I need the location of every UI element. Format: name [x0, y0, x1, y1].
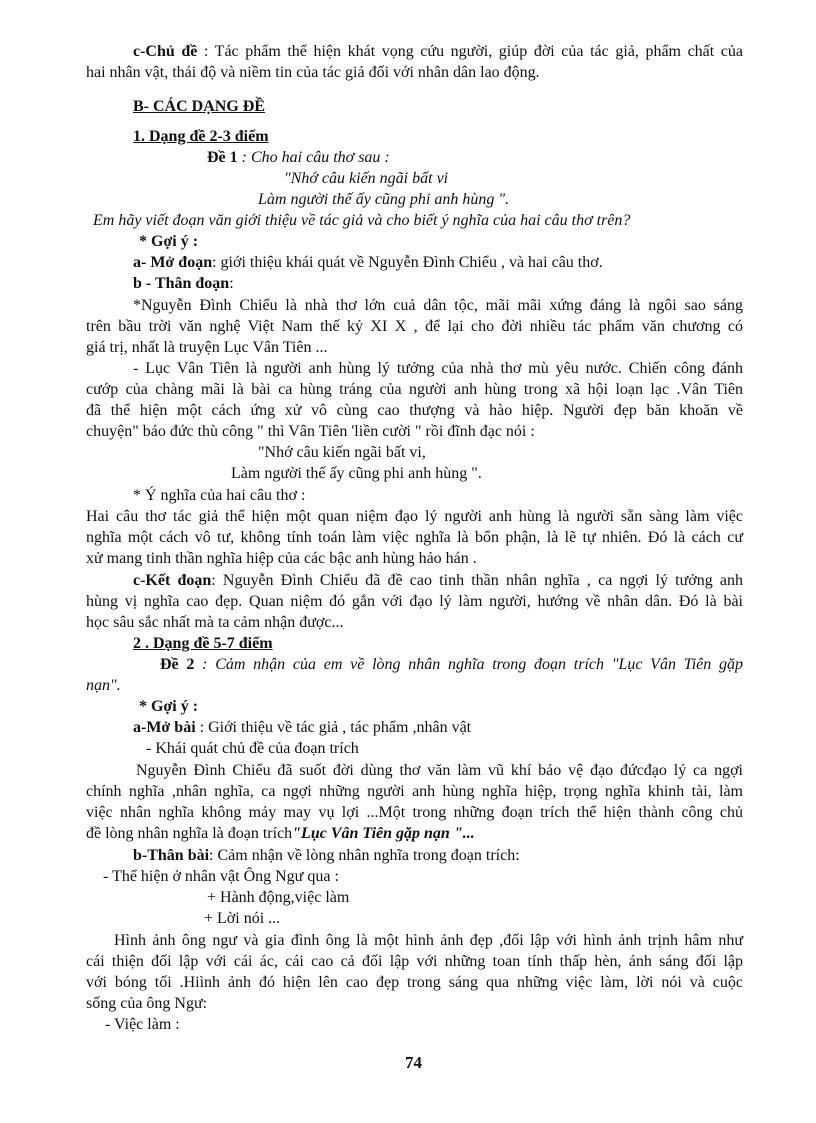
- p2-line-1: - Lục Vân Tiên là người anh hùng lý tưởng của nhà thơ mù yêu nước. Chiến công đánh: [133, 360, 743, 377]
- p5-line-1: Hình ảnh ông ngư và gia đình ông là một hình ảnh đẹp ,đối lập với hình ảnh trịnh hâm như: [114, 932, 743, 949]
- chu-de-text: : Tác phẩm thể hiện khát vọng cứu người, giúp đời của tác giả, phẩm chất của: [197, 43, 743, 60]
- p4-line-1: Nguyễn Đình Chiểu đã suốt đời dùng thơ văn làm vũ khí bảo vệ đạo đứcđạo lý ca ngợi: [136, 762, 743, 779]
- than-bai-line: [133, 845, 520, 866]
- goi-y-2: * Gợi ý :: [139, 698, 199, 715]
- than-doan-label: b - Thân đoạn: [133, 275, 230, 292]
- the-hien-line: - Thể hiện ở nhân vật Ông Ngư qua :: [103, 868, 339, 885]
- p2-line-2: cướp của chàng mãi là bài ca hùng tráng của người anh hùng trong xã hội loạn lạc .Vân Tiên: [86, 381, 743, 398]
- ket-doan-line-2: hùng vị nghĩa cao đẹp. Quan niệm đó gắn với đạo lý làm người, hướng về nhân dân. Đó là bài: [86, 593, 743, 610]
- p5-line-2: cái thiện đối lập với cái ác, cái cao cả đối lập với những toan tính thấp hèn, ánh sáng đối lập: [86, 953, 743, 970]
- de1-poem-line-1: "Nhớ câu kiến ngãi bất vi: [284, 170, 449, 187]
- p4-line-3: việc nhân nghĩa không mảy may vụ lợi ...Một trong những đoạn trích thể hiện thành công chủ: [86, 804, 743, 821]
- de2-line-2: nạn".: [86, 677, 121, 694]
- part2-heading: 2 . Dạng đề 5-7 điểm: [133, 635, 273, 652]
- mo-doan-label: a- Mở đoạn: [133, 254, 213, 271]
- ket-doan-text: : Nguyễn Đình Chiểu đã đề cao tinh thần nhân nghĩa , ca ngợi lý tưởng anh: [211, 572, 744, 589]
- chu-de-line-2: hai nhân vật, thái độ và niềm tin của tác giả đối với nhân dân lao động.: [86, 64, 540, 81]
- y-nghia-heading: * Ý nghĩa của hai câu thơ :: [133, 487, 306, 504]
- ket-doan-line-1: [133, 570, 743, 591]
- chu-de-label: c-Chủ đề: [133, 43, 198, 60]
- p2-line-3: đã thể hiện một cách ứng xử vô cùng cao thượng và hào hiệp. Người đẹp băn khoăn về: [86, 402, 743, 419]
- than-doan-colon: :: [229, 275, 234, 292]
- p3-line-2: nghĩa một cách vô tư, không tính toán làm việc nghĩa là bổn phận, là lẽ tự nhiên. Đó là cách cư: [86, 529, 743, 546]
- part1-heading: 1. Dạng đề 2-3 điểm: [133, 128, 269, 145]
- p1-line-3: giá trị, nhất là truyện Lục Vân Tiên ...: [86, 339, 328, 356]
- mo-bai-label: a-Mở bài: [133, 719, 196, 736]
- p2-line-4: chuyện" báo đức thù công " thì Vân Tiên 'liền cười " rồi đĩnh đạc nói :: [86, 423, 535, 440]
- de2-text: : Cảm nhận của em về lòng nhân nghĩa trong đoạn trích "Lục Vân Tiên gặp: [194, 656, 744, 673]
- p4-line-4-title: "Lục Vân Tiên gặp nạn "...: [292, 825, 475, 842]
- de1-question: Em hãy viết đoạn văn giới thiệu về tác giả và cho biết ý nghĩa của hai câu thơ trên?: [93, 212, 631, 229]
- mo-bai-text: : Giới thiệu về tác giả , tác phẩm ,nhân vật: [195, 719, 472, 736]
- p1-line-1: *Nguyễn Đình Chiểu là nhà thơ lớn cuả dân tộc, mãi mãi xứng đáng là ngôi sao sáng: [133, 297, 743, 314]
- de1-text: : Cho hai câu thơ sau :: [237, 149, 390, 166]
- p3-line-3: xử mang tinh thần nghĩa hiệp của các bậc anh hùng hảo hán .: [86, 550, 477, 567]
- than-bai-text: : Cảm nhận về lòng nhân nghĩa trong đoạn trích:: [209, 847, 520, 864]
- p1-line-2: trên bầu trời văn nghệ Việt Nam thế kỷ XI X , để lại cho đời nhiều tác phẩm văn chương có: [86, 318, 743, 335]
- mo-bai-line: [133, 717, 471, 738]
- goi-y-1: * Gợi ý :: [139, 233, 199, 250]
- mo-bai-sub: - Khái quát chủ đề của đoạn trích: [146, 740, 359, 757]
- section-b-heading: B- CÁC DẠNG ĐỀ: [133, 98, 265, 115]
- ket-doan-label: c-Kết đoạn: [133, 572, 212, 589]
- p4-line-4-text: đề lòng nhân nghĩa là đoạn trích: [86, 825, 293, 842]
- p3-line-1: Hai câu thơ tác giả thể hiện một quan niệm đạo lý người anh hùng là người sẵn sàng làm việc: [86, 508, 743, 525]
- p5-line-3: với bóng tối .Hiình ảnh đó hiện lên cao đẹp trong sáng qua những việc làm, lời nói và cuộc: [86, 974, 743, 991]
- quote-line-1: "Nhớ câu kiến ngãi bất vi,: [258, 444, 426, 461]
- mo-doan-line: [133, 252, 603, 273]
- mo-doan-text: : giới thiệu khái quát về Nguyễn Đình Chiểu , và hai câu thơ.: [212, 254, 603, 271]
- de1-label: Đề 1: [207, 149, 238, 166]
- than-doan-line: [133, 273, 234, 294]
- p4-line-4: [86, 823, 475, 844]
- quote-line-2: Làm người thế ấy cũng phi anh hùng ".: [231, 465, 482, 482]
- loi-noi-line: + Lời nói ...: [204, 910, 281, 927]
- viec-lam-line: - Việc làm :: [105, 1016, 180, 1033]
- chu-de-line-1: [133, 41, 743, 62]
- than-bai-label: b-Thân bài: [133, 847, 210, 864]
- de2-line-1: [160, 654, 743, 675]
- page-number: 74: [405, 1053, 422, 1072]
- ket-doan-line-3: học sâu sắc nhất mà ta cảm nhận được...: [86, 614, 344, 631]
- p4-line-2: chính nghĩa ,nhân nghĩa, ca ngợi những người anh hùng nghĩa hiệp, trọng nghĩa khinh tài, làm: [86, 783, 743, 800]
- de1-line: [207, 147, 390, 168]
- hanh-dong-line: + Hành động,việc làm: [207, 889, 350, 906]
- de2-label: Đề 2: [160, 656, 195, 673]
- p5-line-4: sống của ông Ngư:: [86, 995, 208, 1012]
- de1-poem-line-2: Làm người thế ấy cũng phi anh hùng ".: [258, 191, 510, 208]
